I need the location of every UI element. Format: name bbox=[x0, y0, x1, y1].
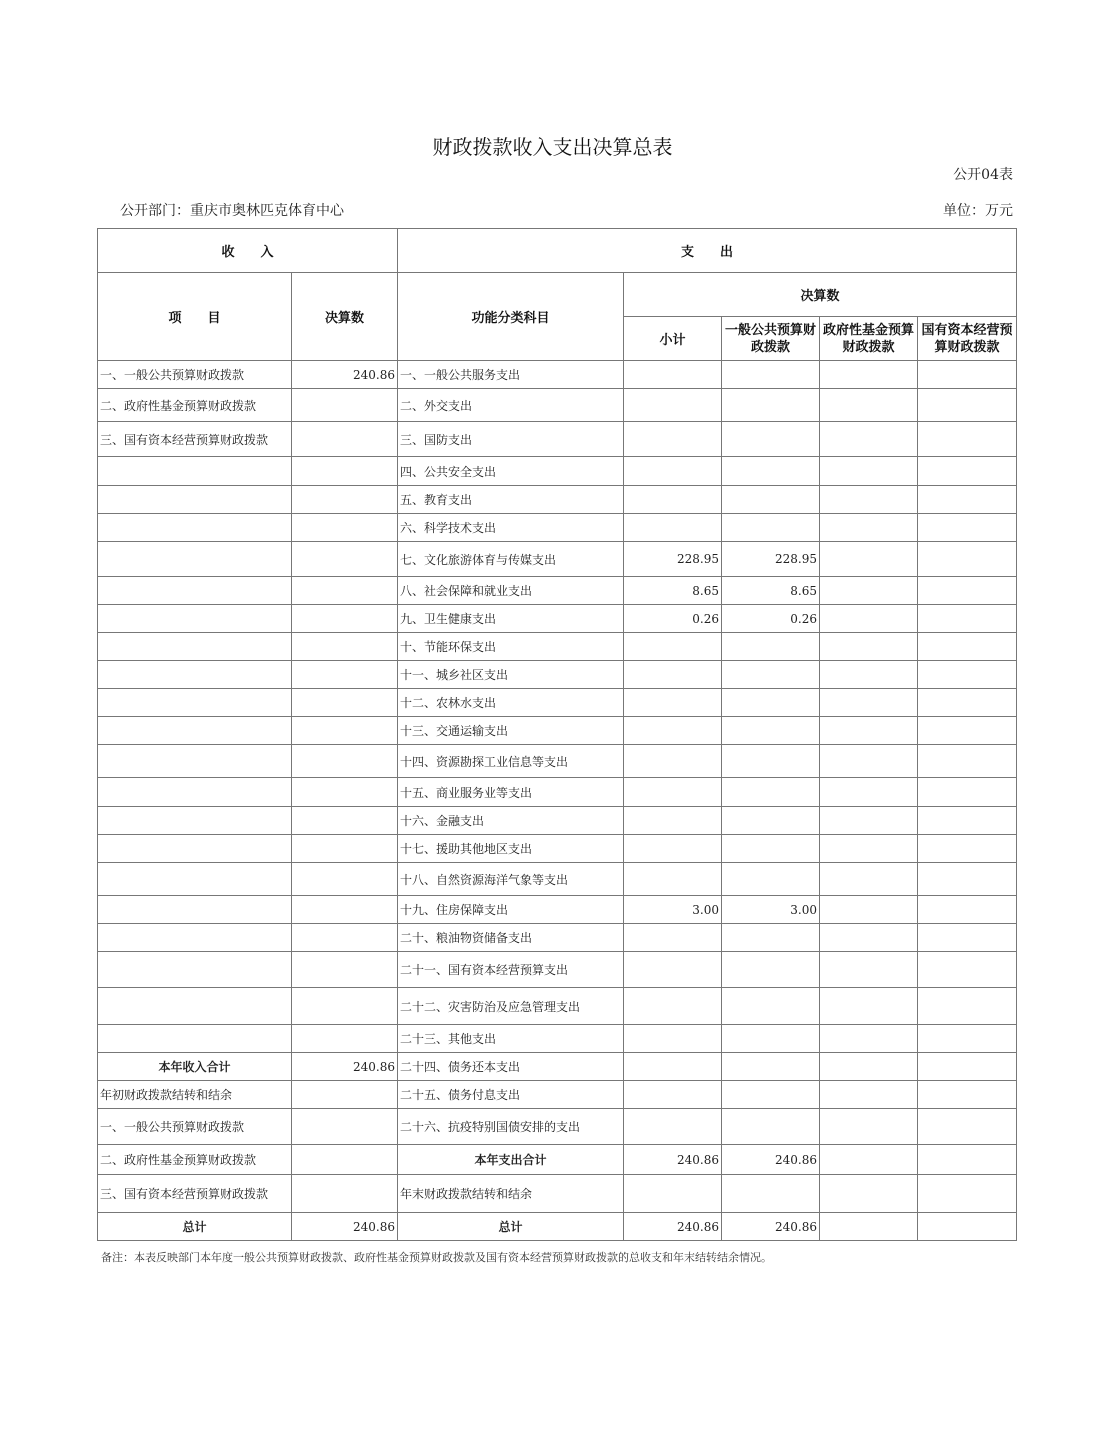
income-amount-cell bbox=[292, 633, 398, 661]
gov-fund-cell bbox=[820, 807, 918, 835]
state-capital-cell bbox=[918, 952, 1017, 988]
gov-fund-cell bbox=[820, 361, 918, 389]
function-category-header: 功能分类科目 bbox=[398, 273, 624, 361]
table-row bbox=[98, 361, 1017, 389]
table-row bbox=[98, 988, 1017, 1025]
income-amount-cell bbox=[292, 542, 398, 577]
general-budget-cell bbox=[722, 1109, 820, 1145]
gov-fund-cell bbox=[820, 1213, 918, 1241]
income-item-cell: 一、一般公共预算财政拨款 bbox=[98, 1109, 292, 1145]
expense-item-cell: 八、社会保障和就业支出 bbox=[398, 577, 624, 605]
subtotal-cell bbox=[624, 422, 722, 457]
state-capital-cell bbox=[918, 988, 1017, 1025]
subtotal-cell bbox=[624, 633, 722, 661]
income-amount-cell bbox=[292, 807, 398, 835]
income-amount-cell bbox=[292, 1081, 398, 1109]
income-item-cell bbox=[98, 988, 292, 1025]
state-capital-cell bbox=[918, 514, 1017, 542]
income-item-cell bbox=[98, 633, 292, 661]
state-capital-cell bbox=[918, 1175, 1017, 1213]
state-capital-cell bbox=[918, 1213, 1017, 1241]
state-capital-cell bbox=[918, 633, 1017, 661]
state-capital-cell bbox=[918, 745, 1017, 778]
general-budget-cell bbox=[722, 486, 820, 514]
state-capital-cell bbox=[918, 835, 1017, 863]
income-amount-cell: 240.86 bbox=[292, 1053, 398, 1081]
state-capital-cell bbox=[918, 1109, 1017, 1145]
general-budget-cell: 8.65 bbox=[722, 577, 820, 605]
expense-item-cell: 十八、自然资源海洋气象等支出 bbox=[398, 863, 624, 896]
table-row bbox=[98, 1213, 1017, 1241]
gov-fund-cell bbox=[820, 924, 918, 952]
income-item-cell bbox=[98, 1025, 292, 1053]
table-row bbox=[98, 605, 1017, 633]
subtotal-cell bbox=[624, 361, 722, 389]
subtotal-cell bbox=[624, 1053, 722, 1081]
state-capital-cell bbox=[918, 422, 1017, 457]
income-item-cell bbox=[98, 835, 292, 863]
income-amount-header: 决算数 bbox=[292, 273, 398, 361]
form-code: 公开04表 bbox=[953, 167, 1013, 183]
income-amount-cell bbox=[292, 422, 398, 457]
general-budget-cell bbox=[722, 1081, 820, 1109]
subtotal-cell: 8.65 bbox=[624, 577, 722, 605]
income-amount-cell bbox=[292, 661, 398, 689]
state-capital-cell bbox=[918, 542, 1017, 577]
table-row bbox=[98, 835, 1017, 863]
state-capital-cell bbox=[918, 457, 1017, 486]
gov-fund-cell bbox=[820, 577, 918, 605]
income-amount-cell: 240.86 bbox=[292, 361, 398, 389]
table-row bbox=[98, 542, 1017, 577]
page-title: 财政拨款收入支出决算总表 bbox=[432, 135, 673, 159]
subtotal-cell: 228.95 bbox=[624, 542, 722, 577]
income-item-cell bbox=[98, 661, 292, 689]
expense-item-cell: 五、教育支出 bbox=[398, 486, 624, 514]
state-capital-cell bbox=[918, 1053, 1017, 1081]
subtotal-cell: 0.26 bbox=[624, 605, 722, 633]
state-capital-header: 国有资本经营预算财政拨款 bbox=[918, 317, 1017, 361]
table-row bbox=[98, 1081, 1017, 1109]
expense-item-cell: 三、国防支出 bbox=[398, 422, 624, 457]
gov-fund-cell bbox=[820, 1081, 918, 1109]
state-capital-cell bbox=[918, 896, 1017, 924]
state-capital-cell bbox=[918, 689, 1017, 717]
income-item-cell: 一、一般公共预算财政拨款 bbox=[98, 361, 292, 389]
table-row bbox=[98, 717, 1017, 745]
general-budget-cell: 240.86 bbox=[722, 1213, 820, 1241]
general-budget-cell bbox=[722, 863, 820, 896]
income-amount-cell bbox=[292, 863, 398, 896]
table-row bbox=[98, 1053, 1017, 1081]
gov-fund-cell bbox=[820, 896, 918, 924]
table-row bbox=[98, 457, 1017, 486]
table-row bbox=[98, 952, 1017, 988]
expense-item-cell: 二十二、灾害防治及应急管理支出 bbox=[398, 988, 624, 1025]
income-item-cell bbox=[98, 689, 292, 717]
expense-item-cell: 二十三、其他支出 bbox=[398, 1025, 624, 1053]
gov-fund-cell bbox=[820, 1053, 918, 1081]
general-budget-cell bbox=[722, 1053, 820, 1081]
income-item-cell bbox=[98, 778, 292, 807]
expense-header: 支 出 bbox=[398, 229, 1017, 273]
expense-item-cell: 年末财政拨款结转和结余 bbox=[398, 1175, 624, 1213]
table-row bbox=[98, 633, 1017, 661]
expense-item-cell: 二十、粮油物资储备支出 bbox=[398, 924, 624, 952]
subtotal-cell bbox=[624, 952, 722, 988]
general-budget-cell bbox=[722, 514, 820, 542]
income-amount-cell bbox=[292, 486, 398, 514]
income-amount-cell: 240.86 bbox=[292, 1213, 398, 1241]
gov-fund-cell bbox=[820, 1025, 918, 1053]
subtotal-cell bbox=[624, 1025, 722, 1053]
income-amount-cell bbox=[292, 577, 398, 605]
general-budget-cell bbox=[722, 361, 820, 389]
gov-fund-cell bbox=[820, 863, 918, 896]
income-item-cell bbox=[98, 457, 292, 486]
state-capital-cell bbox=[918, 1025, 1017, 1053]
income-item-cell bbox=[98, 745, 292, 778]
expense-item-cell: 十一、城乡社区支出 bbox=[398, 661, 624, 689]
state-capital-cell bbox=[918, 778, 1017, 807]
income-amount-cell bbox=[292, 1145, 398, 1175]
unit-label: 单位：万元 bbox=[943, 203, 1013, 219]
general-budget-cell bbox=[722, 661, 820, 689]
income-item-cell bbox=[98, 605, 292, 633]
subtotal-cell bbox=[624, 778, 722, 807]
state-capital-cell bbox=[918, 924, 1017, 952]
general-budget-cell bbox=[722, 807, 820, 835]
table-row bbox=[98, 389, 1017, 422]
subtotal-cell bbox=[624, 717, 722, 745]
expense-item-cell: 本年支出合计 bbox=[398, 1145, 624, 1175]
income-amount-cell bbox=[292, 745, 398, 778]
table-row bbox=[98, 514, 1017, 542]
state-capital-cell bbox=[918, 361, 1017, 389]
table-row bbox=[98, 422, 1017, 457]
gov-fund-header: 政府性基金预算财政拨款 bbox=[820, 317, 918, 361]
subtotal-cell bbox=[624, 514, 722, 542]
item-header: 项 目 bbox=[98, 273, 292, 361]
gov-fund-cell bbox=[820, 605, 918, 633]
gov-fund-cell bbox=[820, 1145, 918, 1175]
state-capital-cell bbox=[918, 1081, 1017, 1109]
income-amount-cell bbox=[292, 717, 398, 745]
income-item-cell: 三、国有资本经营预算财政拨款 bbox=[98, 1175, 292, 1213]
table-row bbox=[98, 896, 1017, 924]
gov-fund-cell bbox=[820, 952, 918, 988]
table-row bbox=[98, 778, 1017, 807]
income-item-cell bbox=[98, 486, 292, 514]
table-row bbox=[98, 924, 1017, 952]
income-item-cell bbox=[98, 542, 292, 577]
general-budget-cell bbox=[722, 422, 820, 457]
subtotal-cell bbox=[624, 745, 722, 778]
expense-item-cell: 一、一般公共服务支出 bbox=[398, 361, 624, 389]
subtotal-cell bbox=[624, 988, 722, 1025]
general-budget-cell: 0.26 bbox=[722, 605, 820, 633]
income-item-cell bbox=[98, 514, 292, 542]
income-amount-cell bbox=[292, 1175, 398, 1213]
income-item-cell bbox=[98, 863, 292, 896]
gov-fund-cell bbox=[820, 542, 918, 577]
table-row bbox=[98, 486, 1017, 514]
gov-fund-cell bbox=[820, 514, 918, 542]
income-amount-cell bbox=[292, 952, 398, 988]
income-item-cell: 二、政府性基金预算财政拨款 bbox=[98, 389, 292, 422]
expense-item-cell: 二、外交支出 bbox=[398, 389, 624, 422]
income-item-cell: 二、政府性基金预算财政拨款 bbox=[98, 1145, 292, 1175]
gov-fund-cell bbox=[820, 1109, 918, 1145]
income-amount-cell bbox=[292, 514, 398, 542]
gov-fund-cell bbox=[820, 633, 918, 661]
state-capital-cell bbox=[918, 1145, 1017, 1175]
general-budget-cell bbox=[722, 633, 820, 661]
expense-item-cell: 六、科学技术支出 bbox=[398, 514, 624, 542]
general-budget-cell bbox=[722, 778, 820, 807]
subtotal-cell bbox=[624, 661, 722, 689]
general-budget-cell bbox=[722, 952, 820, 988]
expense-item-cell: 二十六、抗疫特别国债安排的支出 bbox=[398, 1109, 624, 1145]
income-amount-cell bbox=[292, 988, 398, 1025]
expense-item-cell: 九、卫生健康支出 bbox=[398, 605, 624, 633]
subtotal-cell bbox=[624, 486, 722, 514]
general-budget-cell bbox=[722, 689, 820, 717]
subtotal-cell: 240.86 bbox=[624, 1213, 722, 1241]
income-amount-cell bbox=[292, 835, 398, 863]
general-budget-cell: 228.95 bbox=[722, 542, 820, 577]
income-amount-cell bbox=[292, 1025, 398, 1053]
income-amount-cell bbox=[292, 605, 398, 633]
subtotal-cell bbox=[624, 863, 722, 896]
department-label: 公开部门：重庆市奥林匹克体育中心 bbox=[120, 203, 344, 219]
subtotal-cell bbox=[624, 835, 722, 863]
expense-item-cell: 十五、商业服务业等支出 bbox=[398, 778, 624, 807]
expense-item-cell: 总计 bbox=[398, 1213, 624, 1241]
income-item-cell bbox=[98, 807, 292, 835]
expense-item-cell: 七、文化旅游体育与传媒支出 bbox=[398, 542, 624, 577]
general-budget-cell bbox=[722, 457, 820, 486]
general-budget-cell bbox=[722, 835, 820, 863]
state-capital-cell bbox=[918, 807, 1017, 835]
table-row bbox=[98, 577, 1017, 605]
general-budget-cell bbox=[722, 1175, 820, 1213]
general-budget-cell: 240.86 bbox=[722, 1145, 820, 1175]
general-budget-cell bbox=[722, 1025, 820, 1053]
state-capital-cell bbox=[918, 577, 1017, 605]
subtotal-cell bbox=[624, 1081, 722, 1109]
gov-fund-cell bbox=[820, 1175, 918, 1213]
gov-fund-cell bbox=[820, 389, 918, 422]
income-amount-cell bbox=[292, 1109, 398, 1145]
income-amount-cell bbox=[292, 389, 398, 422]
gov-fund-cell bbox=[820, 661, 918, 689]
gov-fund-cell bbox=[820, 988, 918, 1025]
general-budget-cell: 3.00 bbox=[722, 896, 820, 924]
expense-item-cell: 十七、援助其他地区支出 bbox=[398, 835, 624, 863]
expense-item-cell: 二十五、债务付息支出 bbox=[398, 1081, 624, 1109]
subtotal-cell bbox=[624, 457, 722, 486]
expense-item-cell: 四、公共安全支出 bbox=[398, 457, 624, 486]
gov-fund-cell bbox=[820, 689, 918, 717]
subtotal-header: 小计 bbox=[624, 317, 722, 361]
general-budget-cell bbox=[722, 745, 820, 778]
income-item-cell: 本年收入合计 bbox=[98, 1053, 292, 1081]
general-budget-cell bbox=[722, 988, 820, 1025]
state-capital-cell bbox=[918, 605, 1017, 633]
subtotal-cell: 3.00 bbox=[624, 896, 722, 924]
income-amount-cell bbox=[292, 924, 398, 952]
subtotal-cell bbox=[624, 924, 722, 952]
income-item-cell bbox=[98, 952, 292, 988]
expense-item-cell: 十九、住房保障支出 bbox=[398, 896, 624, 924]
income-item-cell: 总计 bbox=[98, 1213, 292, 1241]
income-item-cell: 年初财政拨款结转和结余 bbox=[98, 1081, 292, 1109]
general-budget-cell bbox=[722, 924, 820, 952]
expense-item-cell: 十二、农林水支出 bbox=[398, 689, 624, 717]
gov-fund-cell bbox=[820, 717, 918, 745]
gov-fund-cell bbox=[820, 745, 918, 778]
table-row bbox=[98, 863, 1017, 896]
income-item-cell bbox=[98, 717, 292, 745]
state-capital-cell bbox=[918, 717, 1017, 745]
table-row bbox=[98, 1175, 1017, 1213]
subtotal-cell: 240.86 bbox=[624, 1145, 722, 1175]
expense-item-cell: 二十四、债务还本支出 bbox=[398, 1053, 624, 1081]
state-capital-cell bbox=[918, 389, 1017, 422]
income-amount-cell bbox=[292, 689, 398, 717]
table-row bbox=[98, 1145, 1017, 1175]
income-item-cell bbox=[98, 896, 292, 924]
gov-fund-cell bbox=[820, 422, 918, 457]
income-amount-cell bbox=[292, 778, 398, 807]
expense-item-cell: 十六、金融支出 bbox=[398, 807, 624, 835]
income-item-cell bbox=[98, 577, 292, 605]
gov-fund-cell bbox=[820, 778, 918, 807]
general-budget-header: 一般公共预算财政拨款 bbox=[722, 317, 820, 361]
gov-fund-cell bbox=[820, 835, 918, 863]
table-row bbox=[98, 689, 1017, 717]
expense-item-cell: 十四、资源勘探工业信息等支出 bbox=[398, 745, 624, 778]
table-row bbox=[98, 1025, 1017, 1053]
gov-fund-cell bbox=[820, 457, 918, 486]
table-row bbox=[98, 807, 1017, 835]
state-capital-cell bbox=[918, 863, 1017, 896]
state-capital-cell bbox=[918, 486, 1017, 514]
subtotal-cell bbox=[624, 1109, 722, 1145]
subtotal-cell bbox=[624, 389, 722, 422]
general-budget-cell bbox=[722, 389, 820, 422]
subtotal-cell bbox=[624, 807, 722, 835]
expense-item-cell: 二十一、国有资本经营预算支出 bbox=[398, 952, 624, 988]
expense-amount-header: 决算数 bbox=[624, 273, 1017, 317]
table-row bbox=[98, 745, 1017, 778]
income-item-cell: 三、国有资本经营预算财政拨款 bbox=[98, 422, 292, 457]
general-budget-cell bbox=[722, 717, 820, 745]
subtotal-cell bbox=[624, 689, 722, 717]
expense-item-cell: 十三、交通运输支出 bbox=[398, 717, 624, 745]
income-amount-cell bbox=[292, 457, 398, 486]
budget-summary-table bbox=[97, 228, 1017, 1241]
state-capital-cell bbox=[918, 661, 1017, 689]
gov-fund-cell bbox=[820, 486, 918, 514]
income-amount-cell bbox=[292, 896, 398, 924]
subtotal-cell bbox=[624, 1175, 722, 1213]
expense-item-cell: 十、节能环保支出 bbox=[398, 633, 624, 661]
table-row bbox=[98, 661, 1017, 689]
footnote: 备注：本表反映部门本年度一般公共预算财政拨款、政府性基金预算财政拨款及国有资本经营预算财政拨款的总收支和年末结转结余情况。 bbox=[101, 1251, 772, 1264]
income-header: 收 入 bbox=[98, 229, 398, 273]
table-row bbox=[98, 1109, 1017, 1145]
income-item-cell bbox=[98, 924, 292, 952]
